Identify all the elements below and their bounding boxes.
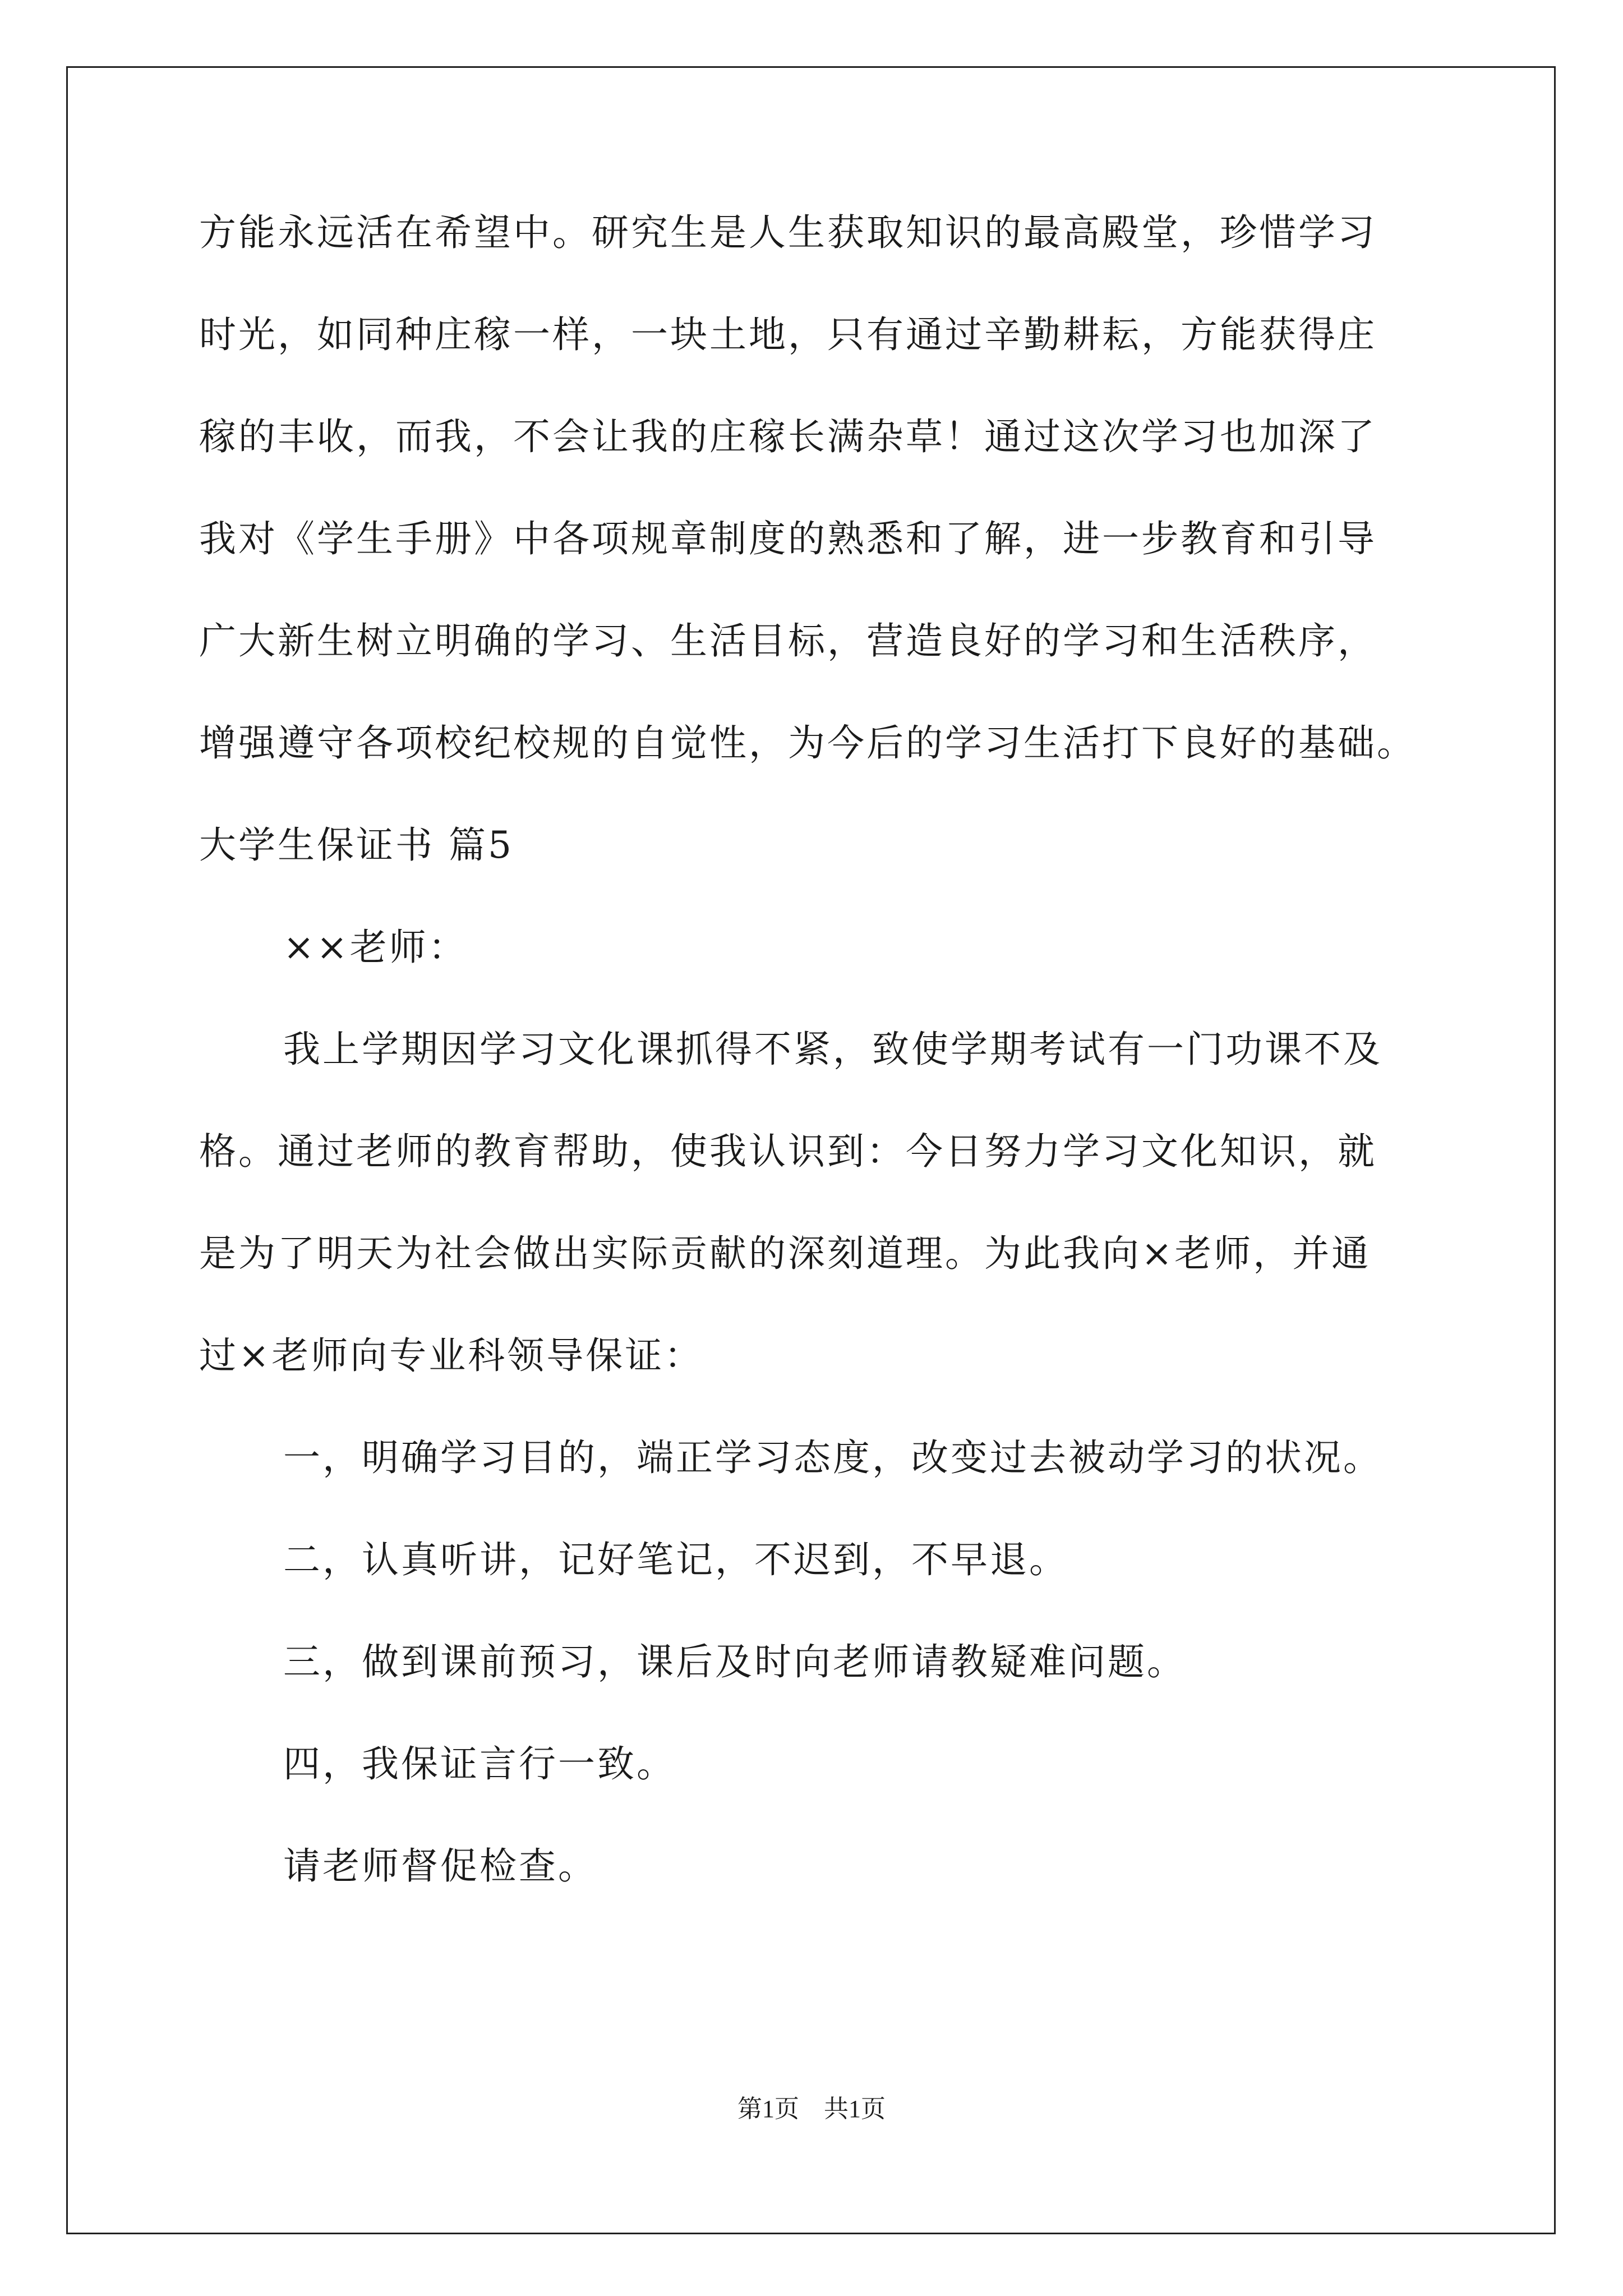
closing-line: 请老师督促检查。 xyxy=(283,1844,597,1888)
text-line: 增强遵守各项校纪校规的自觉性，为今后的学习生活打下良好的基础。 xyxy=(199,721,1416,765)
text-line: 过×老师向专业科领导保证： xyxy=(199,1334,704,1377)
text-line: 我上学期因学习文化课抓得不紧，致使学期考试有一门功课不及 xyxy=(283,1028,1382,1071)
section-heading: 大学生保证书 篇5 xyxy=(199,823,514,867)
page-footer: 第1页 共1页 xyxy=(737,2095,886,2123)
text-line: 稼的丰收，而我，不会让我的庄稼长满杂草！通过这次学习也加深了 xyxy=(199,415,1377,458)
pledge-item: 一，明确学习目的，端正学习态度，改变过去被动学习的状况。 xyxy=(283,1436,1382,1479)
pledge-item: 二，认真听讲，记好笔记，不迟到，不早退。 xyxy=(283,1538,1068,1581)
text-line: 时光，如同种庄稼一样，一块土地，只有通过辛勤耕耘，方能获得庄 xyxy=(199,313,1377,356)
text-line: 是为了明天为社会做出实际贡献的深刻道理。为此我向×老师，并通 xyxy=(199,1232,1371,1275)
text-line: 方能永远活在希望中。研究生是人生获取知识的最高殿堂，珍惜学习 xyxy=(199,211,1377,254)
text-line: 格。通过老师的教育帮助，使我认识到：今日努力学习文化知识，就 xyxy=(199,1130,1377,1173)
pledge-item: 三，做到课前预习，课后及时向老师请教疑难问题。 xyxy=(283,1640,1186,1683)
pledge-item: 四，我保证言行一致。 xyxy=(283,1742,676,1786)
text-line: 我对《学生手册》中各项规章制度的熟悉和了解，进一步教育和引导 xyxy=(199,517,1377,560)
text-line: 广大新生树立明确的学习、生活目标，营造良好的学习和生活秩序， xyxy=(199,619,1377,662)
salutation: ××老师： xyxy=(283,926,468,969)
